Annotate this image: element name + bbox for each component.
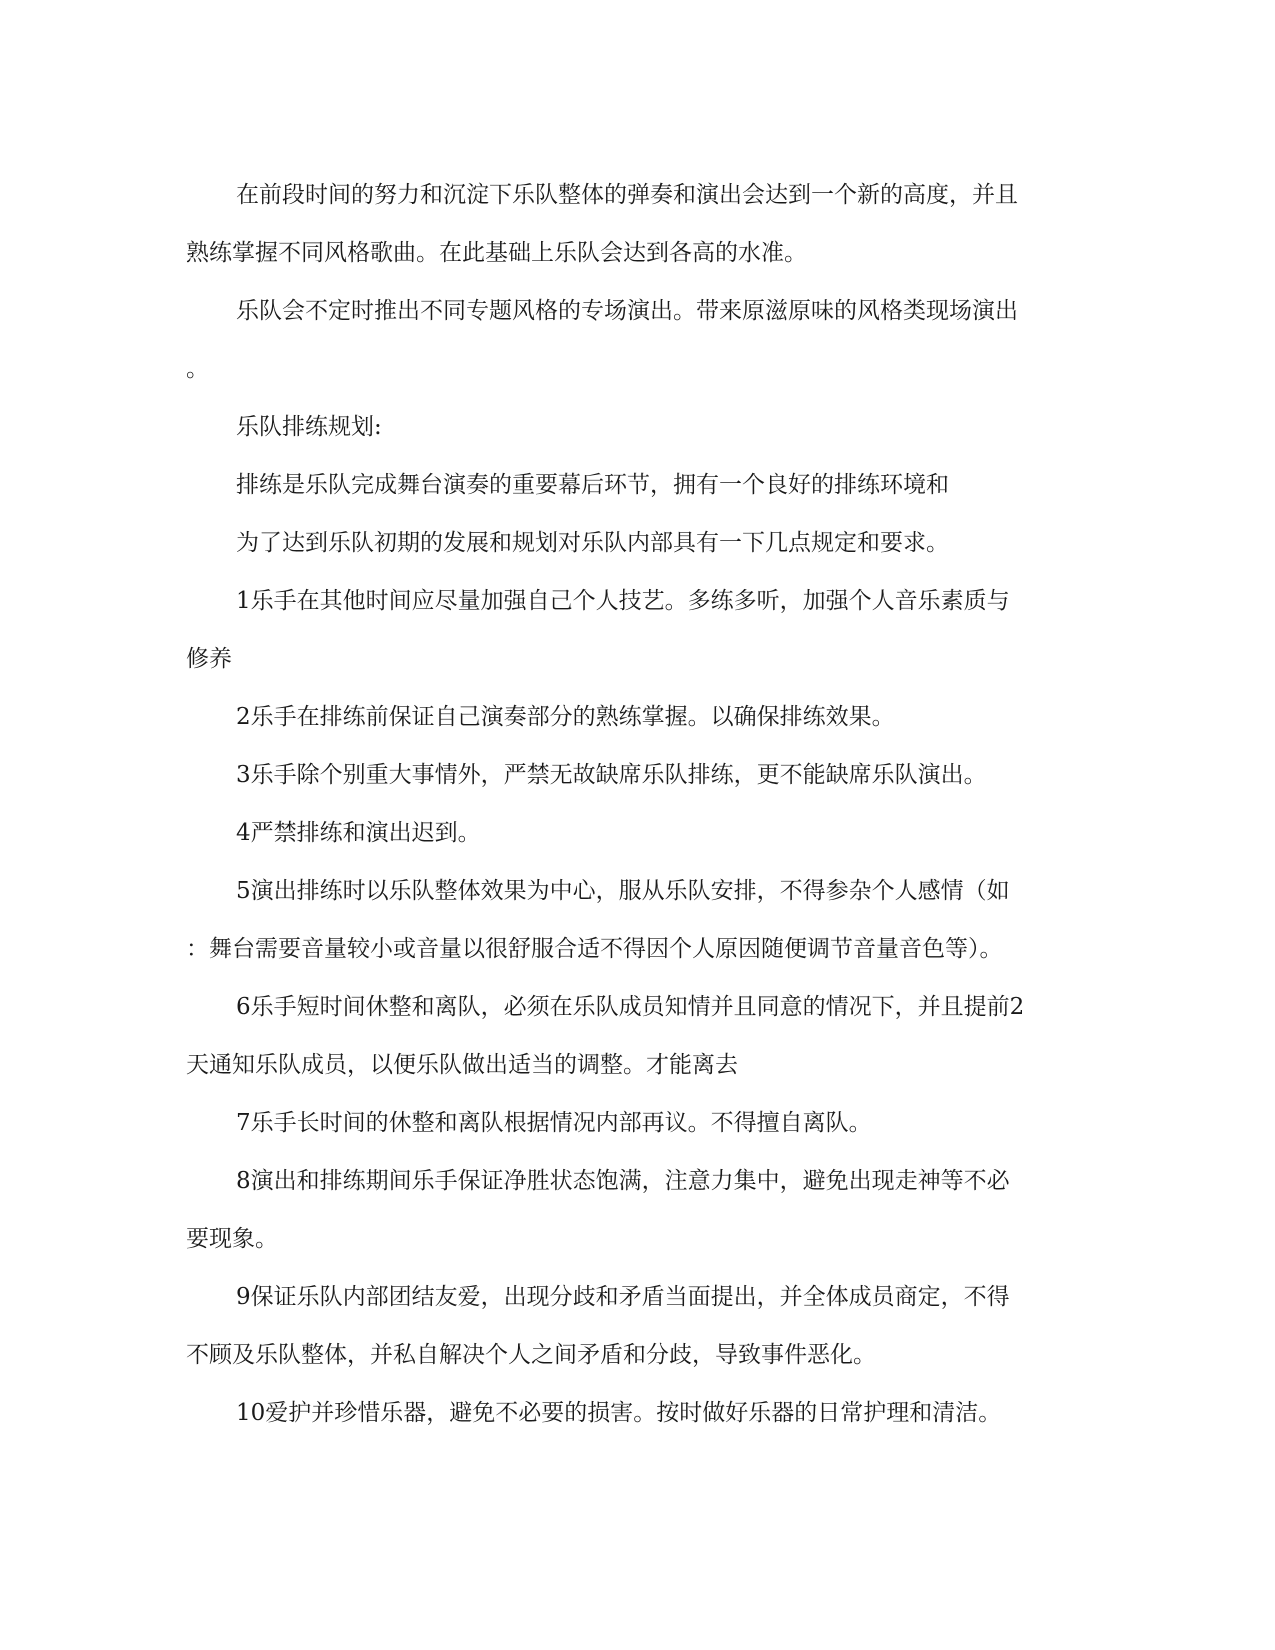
rule-item-line: 5演出排练时以乐队整体效果为中心，服从乐队安排，不得参杂个人感情（如 <box>236 878 1010 904</box>
section-heading: 乐队排练规划: <box>236 414 382 440</box>
rule-item-line: 3乐手除个别重大事情外，严禁无故缺席乐队排练，更不能缺席乐队演出。 <box>236 762 987 788</box>
paragraph-line: 排练是乐队完成舞台演奏的重要幕后环节，拥有一个良好的排练环境和 <box>236 472 949 498</box>
paragraph-line: 在前段时间的努力和沉淀下乐队整体的弹奏和演出会达到一个新的高度，并且 <box>236 182 1018 208</box>
rule-item-line: 2乐手在排练前保证自己演奏部分的熟练掌握。以确保排练效果。 <box>236 704 895 730</box>
rule-item-line: 1乐手在其他时间应尽量加强自己个人技艺。多练多听，加强个人音乐素质与 <box>236 588 1010 614</box>
rule-item-line: ：舞台需要音量较小或音量以很舒服合适不得因个人原因随便调节音量音色等）。 <box>186 936 1003 962</box>
paragraph-line: 乐队会不定时推出不同专题风格的专场演出。带来原滋原味的风格类现场演出 <box>236 298 1018 324</box>
rule-item-line: 10爱护并珍惜乐器，避免不必要的损害。按时做好乐器的日常护理和清洁。 <box>236 1400 1002 1426</box>
rule-item-line: 9保证乐队内部团结友爱，出现分歧和矛盾当面提出，并全体成员商定，不得 <box>236 1284 1010 1310</box>
paragraph-line: 熟练掌握不同风格歌曲。在此基础上乐队会达到各高的水准。 <box>186 240 807 266</box>
rule-item-line: 7乐手长时间的休整和离队根据情况内部再议。不得擅自离队。 <box>236 1110 872 1136</box>
rule-item-line: 要现象。 <box>186 1226 278 1252</box>
rule-item-line: 修养 <box>186 646 232 672</box>
rule-item-line: 8演出和排练期间乐手保证净胜状态饱满，注意力集中，避免出现走神等不必 <box>236 1168 1010 1194</box>
rule-item-line: 4严禁排练和演出迟到。 <box>236 820 481 846</box>
paragraph-line: 为了达到乐队初期的发展和规划对乐队内部具有一下几点规定和要求。 <box>236 530 949 556</box>
rule-item-line: 6乐手短时间休整和离队，必须在乐队成员知情并且同意的情况下，并且提前2 <box>236 994 1025 1020</box>
rule-item-line: 天通知乐队成员，以便乐队做出适当的调整。才能离去 <box>186 1052 738 1078</box>
rule-item-line: 不顾及乐队整体，并私自解决个人之间矛盾和分歧，导致事件恶化。 <box>186 1342 876 1368</box>
document-body <box>186 166 1086 1442</box>
paragraph-line: 。 <box>186 356 209 382</box>
